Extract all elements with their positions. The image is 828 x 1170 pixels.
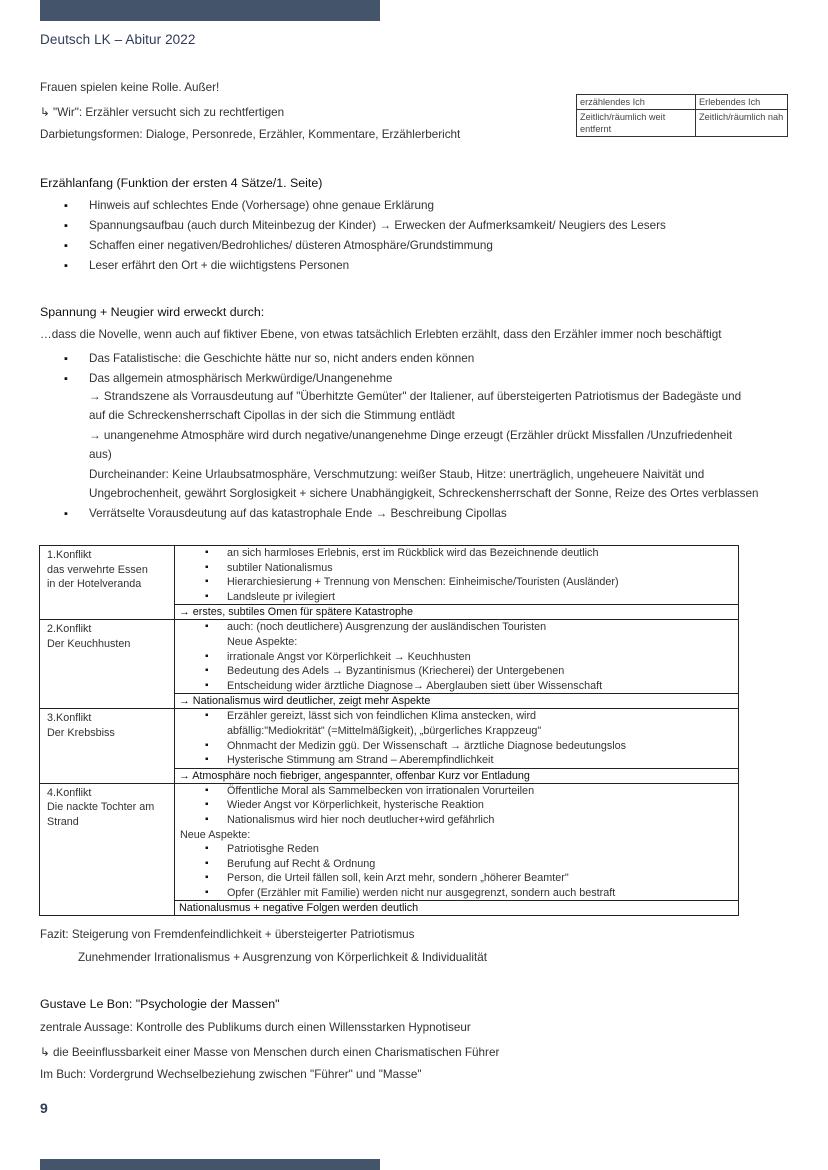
conflict-details [175, 546, 739, 620]
conflict-number: 4.Konflikt [47, 786, 92, 799]
conflict-table [39, 545, 739, 916]
conflict-label [40, 709, 175, 783]
conflict-items [175, 842, 738, 900]
lebon-line-1: zentrale Aussage: Kontrolle des Publikums durch einen Willensstarken Hypnotiseur [40, 1021, 471, 1034]
conflict-label [40, 783, 175, 916]
table-cell: Erlebendes Ich [696, 95, 788, 110]
conflict-conclusion: → Nationalismus wird deutlicher, zeigt mehr Aspekte [175, 693, 738, 708]
list-item: ▪ an sich harmloses Erlebnis, erst im Rückblick wird das Bezeichnende deutlich [205, 546, 738, 561]
intro-line-2: ↳ "Wir": Erzähler versucht sich zu rechtfertigen [40, 106, 285, 119]
conflict-title: Der Krebsbiss [47, 726, 115, 739]
fazit-line-2: Zunehmender Irrationalismus + Ausgrenzung von Körperlichkeit & Individualität [78, 951, 487, 964]
table-row [40, 546, 739, 620]
spannung-list-last [64, 506, 507, 525]
table-row [40, 783, 739, 916]
conflict-items [175, 650, 738, 694]
conflict-details [175, 620, 739, 709]
page-number: 9 [40, 1100, 48, 1116]
conflict-note: abfällig:"Mediokrität" (=Mittelmäßigkeit), „bürgerliches Krappzeug" [227, 724, 542, 737]
header-bar [40, 0, 380, 21]
list-item: ▪ Wieder Angst vor Körperlichkeit, hysterische Reaktion [205, 798, 738, 813]
conflict-note: Neue Aspekte: [180, 828, 251, 841]
spannung-intro: …dass die Novelle, wenn auch auf fiktiver Ebene, von etwas tatsächlich Erlebten erzählt, dass den Erzähler immer noch beschäftigt [40, 328, 722, 341]
conflict-label [40, 546, 175, 620]
conflict-items [175, 620, 738, 635]
conflict-label [40, 620, 175, 709]
narrator-comparison-table [576, 94, 788, 137]
conflict-title: Strand [47, 815, 79, 828]
conflict-items [175, 709, 738, 724]
fazit-line-1: Fazit: Steigerung von Fremdenfeindlichkeit + übersteigerter Patriotismus [40, 928, 415, 941]
list-item: ▪ irrationale Angst vor Körperlichkeit → Keuchhusten [205, 650, 738, 665]
list-item: ▪ Person, die Urteil fällen soll, kein Arzt mehr, sondern „höherer Beamter" [205, 871, 738, 886]
list-item: ▪ Hinweis auf schlechtes Ende (Vorhersage) ohne genaue Erklärung [64, 198, 666, 218]
conflict-conclusion: → erstes, subtiles Omen für spätere Katastrophe [175, 604, 738, 619]
list-item: ▪ Berufung auf Recht & Ordnung [205, 857, 738, 872]
spannung-sub-line: Durcheinander: Keine Urlaubsatmosphäre, Verschmutzung: weißer Staub, Hitze: unerträglich, ungeheuere Naivität und [89, 468, 705, 481]
list-item: ▪ Entscheidung wider ärztliche Diagnose→ Aberglauben siett über Wissenschaft [205, 679, 738, 694]
list-item: ▪ Landsleute pr ivilegiert [205, 590, 738, 605]
list-item: ▪ Öffentliche Moral als Sammelbecken von irrationalen Vorurteilen [205, 784, 738, 799]
table-row [40, 709, 739, 783]
list-item: ▪ Das allgemein atmosphärisch Merkwürdige/Unangenehme [64, 371, 474, 391]
list-item: ▪ Hysterische Stimmung am Strand – Aberempfindlichkeit [205, 753, 738, 768]
spannung-sub-line: → Strandszene als Vorrausdeutung auf "Überhitzte Gemüter" der Italiener, auf übersteigerten Patriotismus der Badegäste und [89, 390, 742, 403]
list-item: ▪ Schaffen einer negativen/Bedrohliches/ düsteren Atmosphäre/Grundstimmung [64, 238, 666, 258]
list-item: ▪ subtiler Nationalismus [205, 561, 738, 576]
table-cell: Zeitlich/räumlich nah [696, 110, 788, 137]
list-item: ▪ Das Fatalistische: die Geschichte hätte nur so, nicht anders enden können [64, 351, 474, 371]
table-cell: Zeitlich/räumlich weit entfernt [577, 110, 696, 137]
spannung-sub-line: → unangenehme Atmosphäre wird durch negative/unangenehme Dinge erzeugt (Erzähler drückt Missfallen /Unzufriedenheit [89, 429, 733, 442]
conflict-note: Neue Aspekte: [227, 635, 298, 648]
spannung-sub-line: auf die Schreckensherrschaft Cipollas in der sich die Stimmung entlädt [89, 409, 455, 422]
conflict-title: Die nackte Tochter am [47, 801, 155, 814]
conflict-items [175, 784, 738, 828]
list-item: ▪ Ohnmacht der Medizin ggü. Der Wissenschaft → ärztliche Diagnose bedeutungslos [205, 739, 738, 754]
list-item: ▪ auch: (noch deutlichere) Ausgrenzung der ausländischen Touristen [205, 620, 738, 635]
conflict-title: Der Keuchhusten [47, 637, 131, 650]
conflict-title: in der Hotelveranda [47, 578, 142, 591]
list-item: ▪ Bedeutung des Adels → Byzantinismus (Kriecherei) der Untergebenen [205, 664, 738, 679]
list-item: ▪ Spannungsaufbau (auch durch Miteinbezug der Kinder) → Erwecken der Aufmerksamkeit/ Neugiers des Lesers [64, 218, 666, 238]
conflict-details [175, 783, 739, 916]
conflict-number: 2.Konflikt [47, 623, 92, 636]
conflict-items [175, 739, 738, 768]
section-heading-lebon: Gustave Le Bon: "Psychologie der Massen" [40, 997, 280, 1011]
spannung-list [64, 351, 474, 390]
list-item: ▪ Patriotisghe Reden [205, 842, 738, 857]
lebon-line-2: ↳ die Beeinflussbarkeit einer Masse von Menschen durch einen Charismatischen Führer [40, 1046, 500, 1059]
document-header: Deutsch LK – Abitur 2022 [40, 32, 196, 47]
intro-line-3: Darbietungsformen: Dialoge, Personrede, Erzähler, Kommentare, Erzählerbericht [40, 128, 461, 141]
list-item: ▪ Hierarchiesierung + Trennung von Menschen: Einheimische/Touristen (Ausländer) [205, 575, 738, 590]
conflict-title: das verwehrte Essen [47, 563, 148, 576]
list-item: ▪ Opfer (Erzähler mit Familie) werden nicht nur ausgegrenzt, sondern auch bestraft [205, 886, 738, 901]
conflict-number: 3.Konflikt [47, 712, 92, 725]
list-item: ▪ Leser erfährt den Ort + die wiichtigstens Personen [64, 258, 666, 278]
lebon-line-3: Im Buch: Vordergrund Wechselbeziehung zwischen "Führer" und "Masse" [40, 1068, 422, 1081]
conflict-number: 1.Konflikt [47, 549, 92, 561]
section-heading-erzaehlanfang: Erzählanfang (Funktion der ersten 4 Sätze/1. Seite) [40, 176, 323, 190]
intro-line-1: Frauen spielen keine Rolle. Außer! [40, 81, 220, 94]
conflict-details [175, 709, 739, 783]
spannung-sub-line: aus) [89, 448, 112, 461]
spannung-sub-line: Ungebrochenheit, gewährt Sorglosigkeit + sichere Unabhängigkeit, Schreckensherrschaft der Sonne, Reize des Ortes verblassen [89, 487, 759, 500]
section-heading-spannung: Spannung + Neugier wird erweckt durch: [40, 305, 265, 319]
list-item: ▪ Nationalismus wird hier noch deutlucher+wird gefährlich [205, 813, 738, 828]
table-row [40, 620, 739, 709]
list-item: ▪ Verrätselte Vorausdeutung auf das katastrophale Ende → Beschreibung Cipollas [64, 506, 507, 525]
table-cell: erzählendes Ich [577, 95, 696, 110]
list-item: ▪ Erzähler gereizt, lässt sich von feindlichen Klima anstecken, wird [205, 709, 738, 724]
conflict-items [175, 546, 738, 604]
conflict-conclusion: → Atmosphäre noch fiebriger, angespannter, offenbar Kurz vor Entladung [175, 768, 738, 783]
footer-bar [40, 1159, 380, 1170]
conflict-conclusion: Nationalusmus + negative Folgen werden deutlich [175, 900, 738, 915]
erzaehlanfang-list [64, 198, 666, 278]
